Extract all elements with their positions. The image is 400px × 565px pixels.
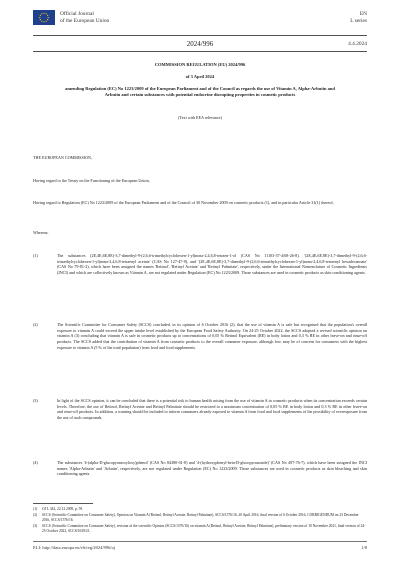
treaty-reference: Having regard to the Treaty on the Functioning of the European Union, xyxy=(33,178,150,183)
institution-line: THE EUROPEAN COMMISSION, xyxy=(33,155,93,160)
recital xyxy=(33,460,367,477)
regulation-date: of 3 April 2024 xyxy=(185,74,215,79)
recital-text: In light of the SCCS opinion, it can be concluded that there is a potential risk to human health arising from the use of vitamin A in cosmetic products when its concentration exceeds certain levels. Therefore, the use of Retinol, Retinyl Acetate and Retinyl Palmitate should be restricted to a maximum concentration of 0,05 % RE in body lotion and 0,3 % RE in other leave-on and rinse-off products. In addition, a warning should be included to inform consumers already exposed to vitamin A from food and food supplements of the possibility of overexposure from the use of such compounds. xyxy=(57,398,367,421)
publication-date: 4.4.2024 xyxy=(348,41,367,47)
regulation-reference: Having regard to Regulation (EC) No 1223/2009 of the European Parliament and of the Council of 30 November 2009 on cosmetic products (1), and in particular Article 31(1) thereof, xyxy=(33,200,334,205)
whereas-heading: Whereas: xyxy=(33,230,49,235)
footer-divider xyxy=(33,541,367,542)
eli-link[interactable]: ELI: http://data.europa.eu/eli/reg/2024/996/oj xyxy=(33,545,116,550)
recital-number: (2) xyxy=(33,322,38,327)
footnote xyxy=(33,507,367,512)
recital xyxy=(33,322,367,351)
recital-text: The Scientific Committee for Consumer Safety (SCCS) concluded, in its opinion of 6 October 2016 (2), that the use of vitamin A is safe but recognised that the population's overall exposure to vitamin A could exceed the upper intake level established by the European Food Safety Authority. On 24-25 October 2022, the SCCS adopted a revised scientific opinion on vitamin A (3) concluding that vitamin A is safe in cosmetic products up to concentrations of 0,05 % Retinol Equivalent (RE) in body lotion and 0,3 % RE in other leave-on and rinse-off products. The SCCS added that the contribution of vitamin A from cosmetic products to the overall consumer exposure, although low, may be of concern for consumers with the highest exposure to vitamin A (5 % of the total population) from food and food supplements. xyxy=(57,322,367,350)
recital xyxy=(33,253,367,276)
journal-title-line1: Official Journal xyxy=(60,11,94,17)
recital-text: The substances '4-(alpha-D-glucopyranosyloxy)phenol' (CAS No 84380-01-8) and '4-(hydroxyphenyl-beta-D-glucopyranoside)' (CAS No 497-76-7), which have been assigned the INCI names 'Alpha-Arbutin' and 'Arbutin', respectively, are not regulated under Regulation (EC) No 1223/2009. Those substances are used in cosmetic products as skin bleaching and skin conditioning agents. xyxy=(57,460,367,477)
recital xyxy=(33,398,367,421)
series-label: L series xyxy=(350,18,367,24)
footnote-number: (3) xyxy=(33,524,38,528)
journal-title-line2: of the European Union xyxy=(60,18,110,24)
header-divider-bottom xyxy=(33,51,367,52)
eu-flag-icon xyxy=(33,10,55,25)
eea-relevance: (Text with EEA relevance) xyxy=(178,115,222,120)
footnote-text: SCCS (Scientific Committee on Consumer Safety), revision of the scientific Opinion (SCCS/1576/16) on vitamin A (Retinol, Retinyl Acetate, Retinyl Palmitate), preliminary version of 10 November 2021, final version of 24-25 October 2022, SCCS/1639/21. xyxy=(42,524,366,533)
footnote-divider xyxy=(33,503,93,504)
language-code: EN xyxy=(359,11,367,17)
recital-number: (3) xyxy=(33,398,38,403)
regulation-title: COMMISSION REGULATION (EU) 2024/996 xyxy=(154,62,246,67)
header-divider-top xyxy=(33,35,367,36)
footnote xyxy=(33,513,367,522)
regulation-subject: amending Regulation (EC) No 1223/2009 of the European Parliament and of the Council as regards the use of Vitamin A, Alpha-Arbutin and Arbutin and certain substances with potential endocrine disrupting properties in cosmetic products xyxy=(65,86,335,97)
document-number: 2024/996 xyxy=(186,40,214,48)
footnote-number: (2) xyxy=(33,513,38,517)
recital-number: (1) xyxy=(33,253,38,258)
journal-title xyxy=(60,11,109,25)
footnote-text: SCCS (Scientific Committee on Consumer Safety), Opinion on Vitamin A (Retinol, Retinyl Acetate, Retinyl Palmitate), SCCS/1576/16, 20 April 2016, final version of 6 October 2016, CORRIGENDUM on 23 December 2016, SCCS/1576/16. xyxy=(42,513,359,522)
recital-number: (4) xyxy=(33,460,38,465)
recital-text: The substances (2E,4E,6E,8E)-3,7-dimethyl-9-(2,6,6-trimethylcyclohexen-1-yl)nona-2,4,6,8-tetraen-1-ol (CAS No 11103-57-4/68-26-8), '(2E,4E,6E,8E)-3,7-dimethyl-9-(2,6,6-trimethylcyclohexen-1-yl)nona-2,4,6,8-tetraenyl acetate' (CAS No 127-47-9), and '(2E,4E,6E,8E)-3,7-dimethyl-9-(2,6,6-trimethylcyclohexen-1-yl)nona-2,4,6,8-tetraenyl hexadecanoate' (CAS No 79-81-2), which have been assigned the names 'Retinol', 'Retinyl Acetate' and 'Retinyl Palmitate', respectively, under the International Nomenclature of Cosmetic Ingredients (INCI) and which are collectively known as Vitamin A, are not regulated under Regulation (EC) No 1223/2009. Those substances are used in cosmetic products as skin conditioning agents. xyxy=(57,253,367,276)
footnote xyxy=(33,524,367,533)
series-info xyxy=(350,11,367,25)
page-number: 1/8 xyxy=(361,545,367,550)
footnote-number: (1) xyxy=(33,507,38,511)
footnote-text: OJ L 342, 22.12.2009, p. 59. xyxy=(42,507,84,511)
